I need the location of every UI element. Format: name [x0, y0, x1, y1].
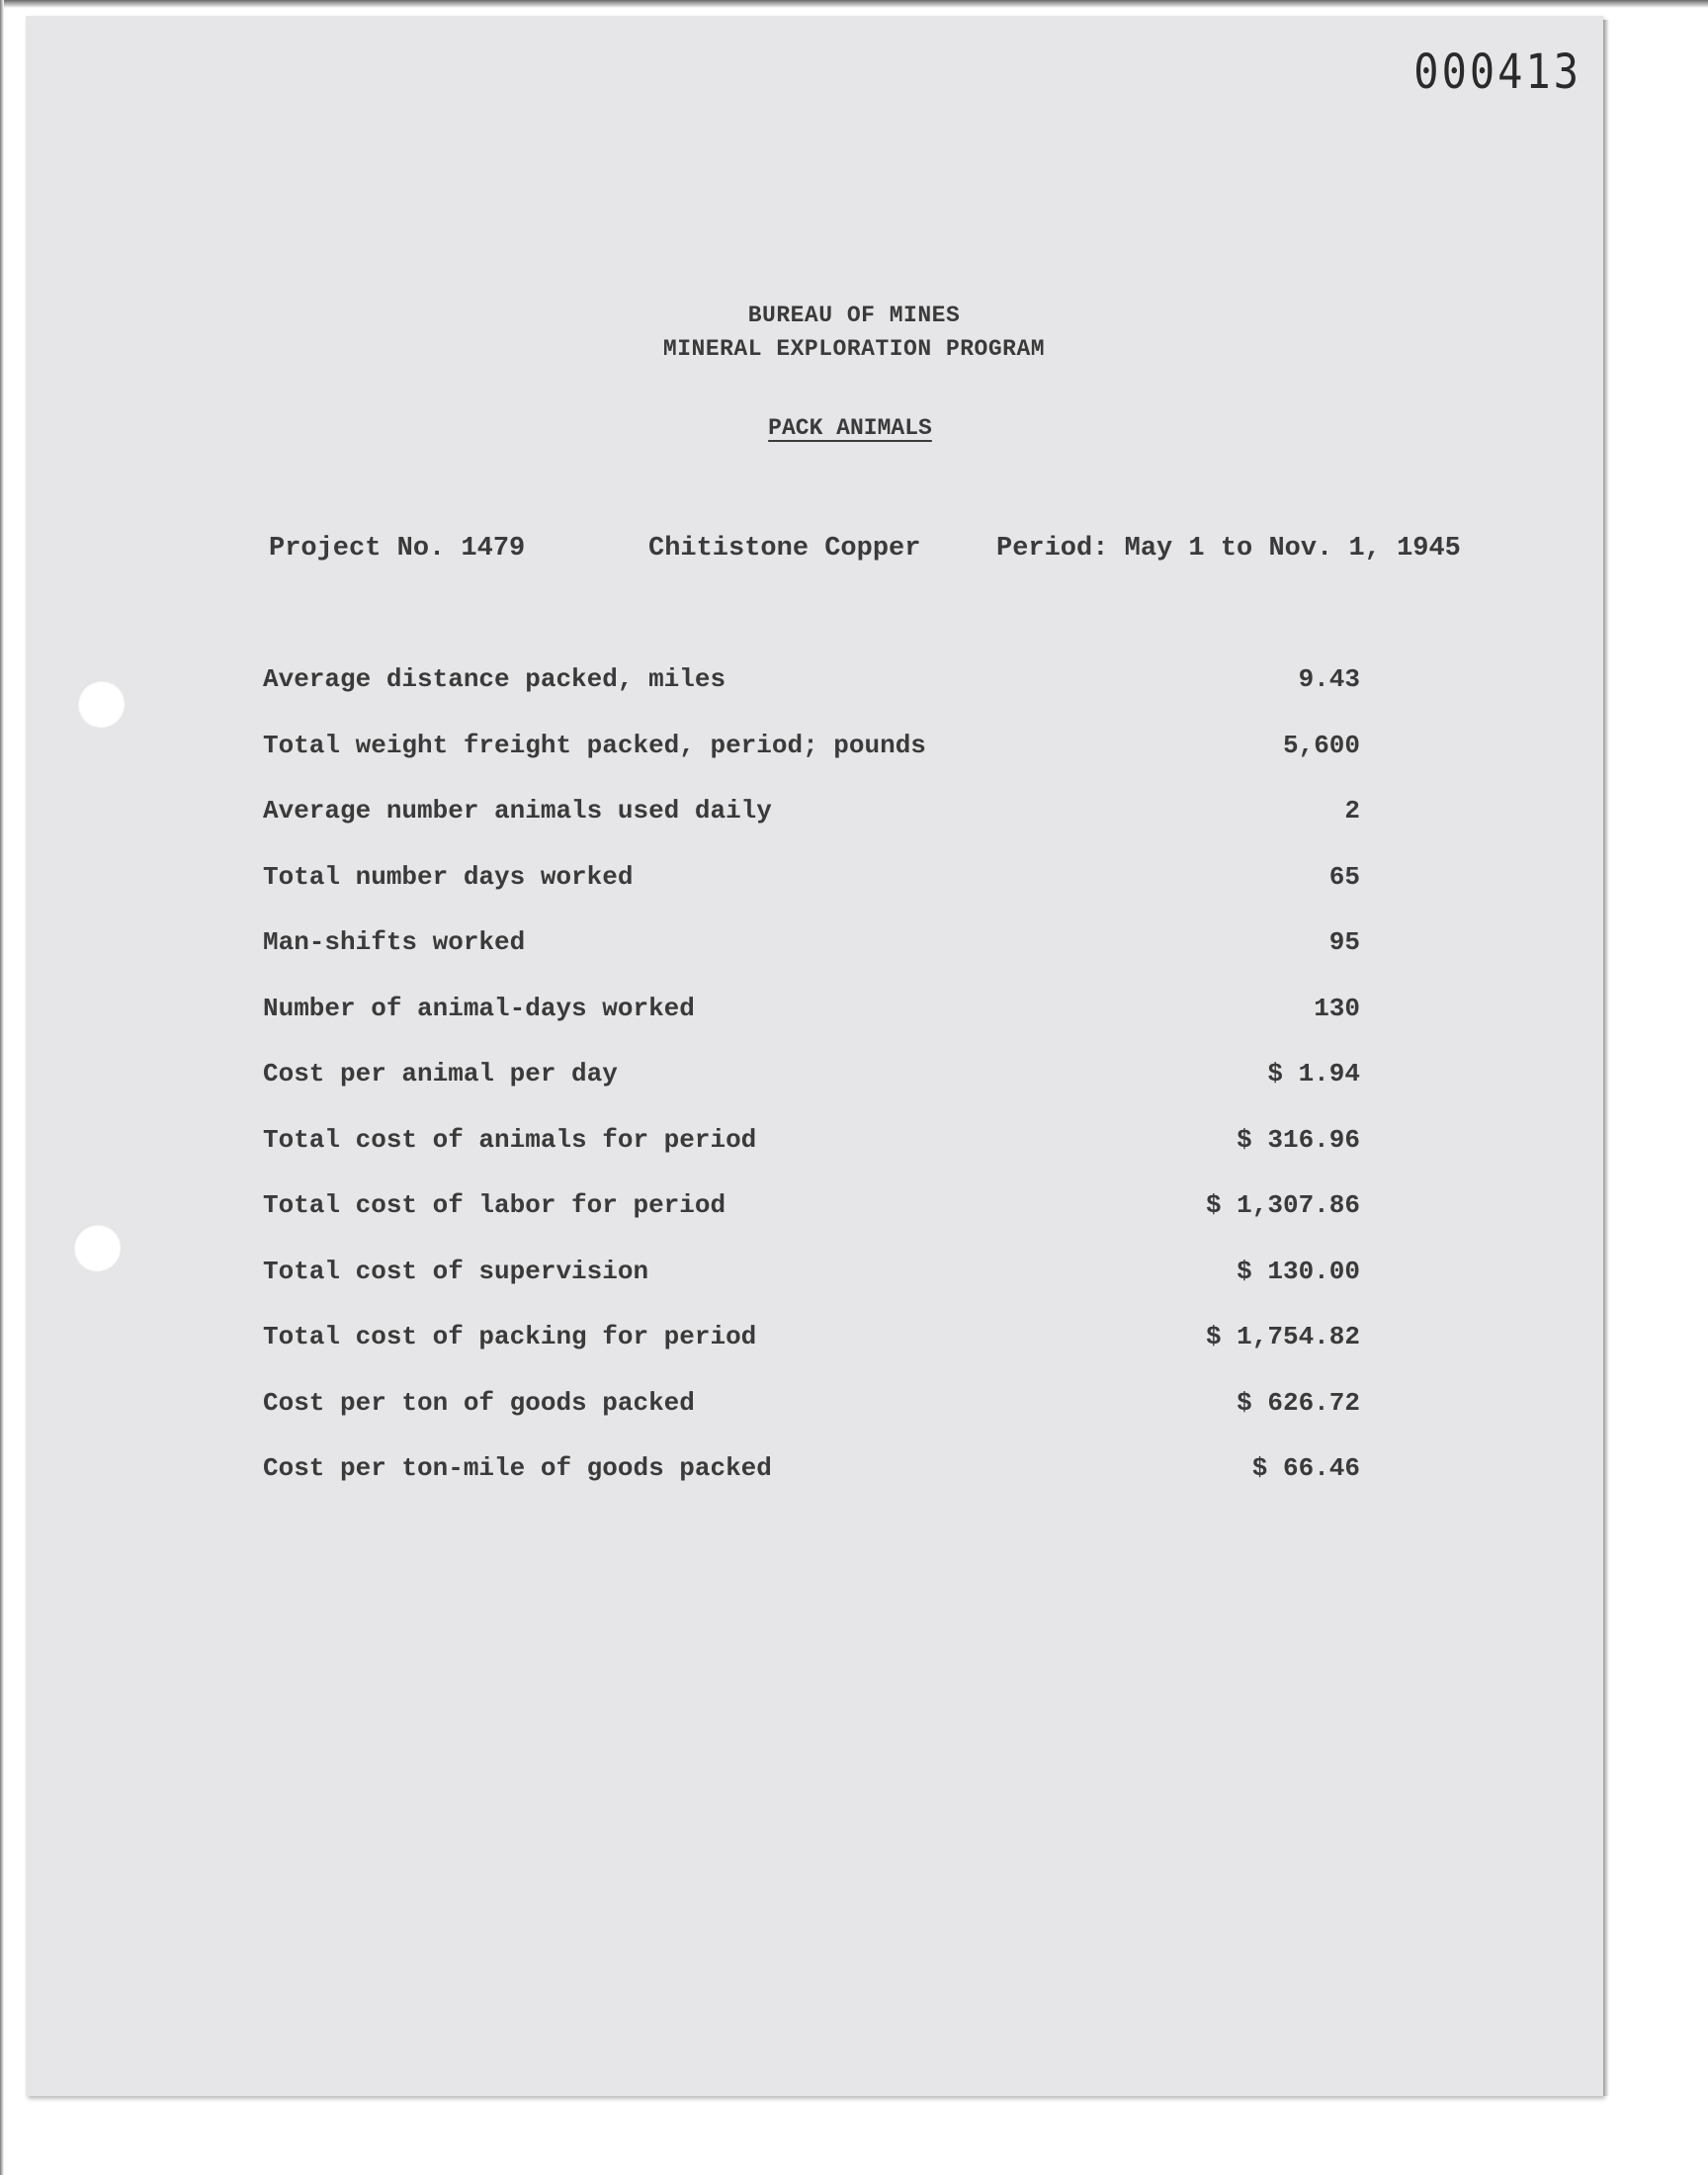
row-value: $ 1,754.82	[1205, 1322, 1360, 1351]
row-value: $ 66.46	[1251, 1453, 1360, 1483]
project-name: Chitistone Copper	[648, 534, 921, 564]
row-value: 95	[1328, 927, 1360, 957]
row-value: $ 1.94	[1267, 1059, 1360, 1088]
page-shadow	[1603, 20, 1609, 2096]
row-value: $ 316.96	[1237, 1124, 1360, 1155]
row-label: Man-shifts worked	[263, 927, 526, 957]
header-program: MINERAL EXPLORATION PROGRAM	[662, 336, 1046, 362]
list-item	[263, 1059, 1360, 1125]
list-item	[263, 862, 1360, 928]
row-value: $ 1,307.86	[1205, 1190, 1360, 1220]
punch-hole-bottom	[73, 1224, 121, 1271]
punch-hole-top	[77, 680, 125, 728]
scan-edge	[0, 0, 1708, 8]
list-item	[263, 796, 1360, 862]
page-title	[0, 415, 1700, 441]
list-item	[263, 927, 1360, 994]
row-label: Total cost of packing for period	[263, 1322, 757, 1351]
row-label: Number of animal-days worked	[263, 993, 695, 1023]
list-item	[263, 1322, 1360, 1388]
row-label: Total cost of animals for period	[263, 1124, 757, 1155]
list-item	[263, 731, 1360, 797]
list-item	[263, 994, 1360, 1060]
row-label: Total number days worked	[263, 861, 634, 892]
list-item	[263, 1190, 1360, 1257]
list-item	[263, 1257, 1360, 1323]
row-value: 65	[1328, 861, 1360, 892]
row-label: Total weight freight packed, period; pounds	[263, 730, 926, 760]
row-label: Total cost of supervision	[263, 1256, 649, 1286]
row-label: Cost per ton of goods packed	[263, 1387, 695, 1418]
row-value: $ 130.00	[1237, 1256, 1360, 1286]
row-label: Cost per ton-mile of goods packed	[263, 1453, 772, 1483]
page-title-text: PACK ANIMALS	[768, 415, 932, 441]
row-label: Average number animals used daily	[263, 796, 772, 826]
row-label: Cost per animal per day	[263, 1059, 618, 1088]
row-value: 2	[1344, 796, 1360, 826]
row-value: 5,600	[1282, 730, 1360, 760]
row-label: Total cost of labor for period	[263, 1190, 726, 1220]
list-item	[263, 1453, 1360, 1520]
project-number: Project No. 1479	[269, 534, 526, 564]
row-label: Average distance packed, miles	[263, 664, 726, 694]
row-value: 9.43	[1298, 664, 1360, 694]
row-value: $ 626.72	[1237, 1387, 1360, 1418]
statistics-list	[263, 664, 1360, 1520]
list-item	[263, 1125, 1360, 1191]
list-item	[263, 1388, 1360, 1454]
row-value: 130	[1314, 993, 1360, 1023]
document-number-stamp: 000413	[1413, 44, 1581, 100]
project-period: Period: May 1 to Nov. 1, 1945	[996, 534, 1461, 564]
list-item	[263, 664, 1360, 731]
header-agency: BUREAU OF MINES	[747, 303, 961, 328]
